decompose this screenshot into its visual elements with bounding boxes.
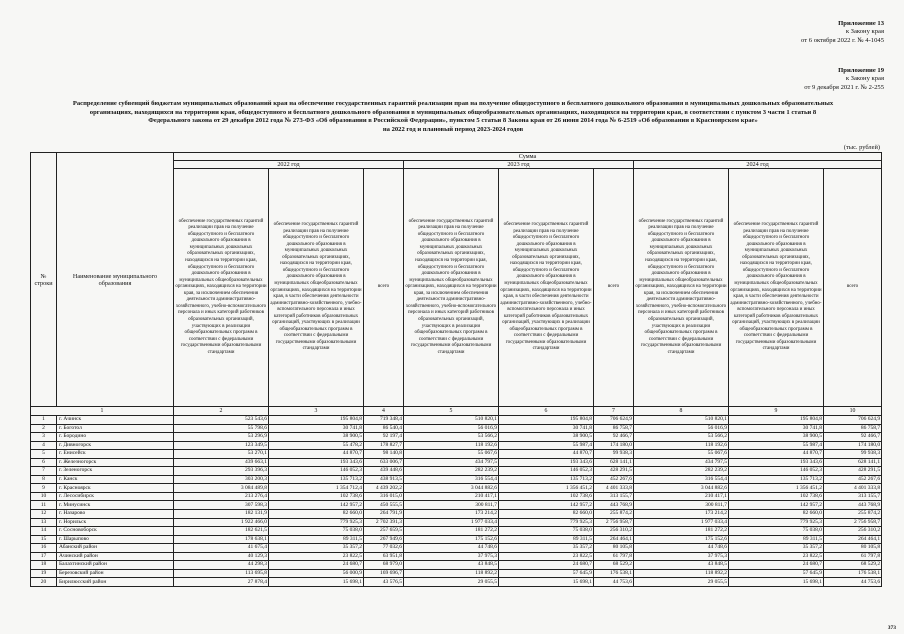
col-header-main-staff: обеспечение государственных гарантий реализации прав на получение общедоступного и бесплатного дошкольного образования в муниципальных дошкольных образовательных организациях, находящихся на территории края, общедоступного и бесплатного дошкольного образования в муниципальных общеобразовательных организациях, находящихся на территории края, за исключением обеспечения деятельности административно-хозяйственного, учебно-вспомогательного персонала и иных категорий работников образовательных организаций, участвующих в реализации общеобразовательных программ в соответствии с федеральными государственными образовательными стандартами bbox=[404, 169, 499, 407]
appendix-law-date: от 6 октября 2022 г. № 4-1045 bbox=[801, 36, 884, 44]
municipality-name-cell: г. Красноярск bbox=[57, 484, 174, 493]
column-number-row bbox=[31, 407, 882, 416]
col-number: 8 bbox=[634, 407, 729, 416]
amount-cell: 173 214,2 bbox=[634, 510, 729, 519]
amount-cell: 30 741,8 bbox=[499, 424, 594, 433]
amount-cell: 719 348,4 bbox=[364, 416, 404, 425]
amount-cell: 55 478,2 bbox=[269, 441, 364, 450]
amount-cell: 2 756 958,7 bbox=[594, 518, 634, 527]
amount-cell: 193 343,6 bbox=[269, 458, 364, 467]
amount-cell: 68 529,2 bbox=[824, 561, 882, 570]
amount-cell: 53 566,2 bbox=[404, 433, 499, 442]
amount-cell: 434 797,5 bbox=[404, 458, 499, 467]
amount-cell: 57 645,9 bbox=[499, 569, 594, 578]
col-number: 6 bbox=[499, 407, 594, 416]
amount-cell: 146 052,3 bbox=[729, 467, 824, 476]
amount-cell: 44 753,6 bbox=[824, 578, 882, 587]
municipality-name-cell: г. Енисейск bbox=[57, 450, 174, 459]
municipality-name-cell: Бирилюсский район bbox=[57, 578, 174, 587]
municipality-name-cell: Ачинский район bbox=[57, 552, 174, 561]
amount-cell: 4 401 333,8 bbox=[594, 484, 634, 493]
amount-cell: 300 811,7 bbox=[634, 501, 729, 510]
amount-cell: 210 417,1 bbox=[404, 492, 499, 501]
amount-cell: 118 192,6 bbox=[634, 441, 729, 450]
amount-cell: 438 913,5 bbox=[364, 475, 404, 484]
amount-cell: 43 848,5 bbox=[634, 561, 729, 570]
municipality-name-cell: Березовский район bbox=[57, 569, 174, 578]
amount-cell: 146 052,3 bbox=[269, 467, 364, 476]
col-header-support-staff: обеспечение государственных гарантий реализации прав на получение общедоступного и бесплатного дошкольного образования в муниципальных дошкольных образовательных организациях, находящихся на территории края, общедоступного и бесплатного дошкольного образования в муниципальных общеобразовательных организациях, находящихся на территории края, в части обеспечения деятельности административно-хозяйственного, учебно-вспомогательного персонала и иных категорий работников образовательных организаций, участвующих в реализации общеобразовательных программ в соответствии с федеральными государственными образовательными стандартами bbox=[499, 169, 594, 407]
amount-cell: 1 977 033,4 bbox=[404, 518, 499, 527]
col-header-total: всего bbox=[594, 169, 634, 407]
amount-cell: 3 084 489,8 bbox=[174, 484, 269, 493]
amount-cell: 56 016,9 bbox=[634, 424, 729, 433]
row-number-cell: 20 bbox=[31, 578, 57, 587]
year-header-2024: 2024 год bbox=[634, 161, 882, 169]
table-row bbox=[31, 492, 882, 501]
municipality-name-cell: г. Ачинск bbox=[57, 416, 174, 425]
amount-cell: 450 555,5 bbox=[364, 501, 404, 510]
amount-cell: 452 267,6 bbox=[594, 475, 634, 484]
table-row bbox=[31, 535, 882, 544]
amount-cell: 256 310,2 bbox=[594, 527, 634, 536]
amount-cell: 1 356 451,2 bbox=[729, 484, 824, 493]
amount-cell: 779 925,3 bbox=[729, 518, 824, 527]
municipality-name-cell: г. Назарово bbox=[57, 510, 174, 519]
amount-cell: 80 105,8 bbox=[594, 544, 634, 553]
table-row bbox=[31, 510, 882, 519]
amount-cell: 257 659,5 bbox=[364, 527, 404, 536]
col-header-main-staff: обеспечение государственных гарантий реализации прав на получение общедоступного и бесплатного дошкольного образования в муниципальных дошкольных образовательных организациях, находящихся на территории края, общедоступного и бесплатного дошкольного образования в муниципальных общеобразовательных организациях, находящихся на территории края, за исключением обеспечения деятельности административно-хозяйственного, учебно-вспомогательного персонала и иных категорий работников образовательных организаций, участвующих в реализации общеобразовательных программ в соответствии с федеральными государственными образовательными стандартами bbox=[174, 169, 269, 407]
amount-cell: 99 938,3 bbox=[594, 450, 634, 459]
row-number-cell: 5 bbox=[31, 450, 57, 459]
page-number: 373 bbox=[887, 625, 896, 631]
amount-cell: 86 758,7 bbox=[824, 424, 882, 433]
title-line: на 2022 год и плановый период 2023-2024 годов bbox=[382, 125, 524, 133]
amount-cell: 56 000,9 bbox=[269, 569, 364, 578]
amount-cell: 146 052,3 bbox=[499, 467, 594, 476]
municipality-name-cell: г. Боготол bbox=[57, 424, 174, 433]
municipality-name-cell: г. Бородино bbox=[57, 433, 174, 442]
table-row bbox=[31, 467, 882, 476]
amount-cell: 510 820,1 bbox=[404, 416, 499, 425]
amount-cell: 40 129,3 bbox=[174, 552, 269, 561]
col-number: 3 bbox=[269, 407, 364, 416]
amount-cell: 57 645,9 bbox=[729, 569, 824, 578]
row-number-cell: 10 bbox=[31, 492, 57, 501]
amount-cell: 44 748,6 bbox=[634, 544, 729, 553]
amount-cell: 118 892,2 bbox=[404, 569, 499, 578]
amount-cell: 55 067,6 bbox=[634, 450, 729, 459]
col-header-total: всего bbox=[364, 169, 404, 407]
amount-cell: 89 311,5 bbox=[499, 535, 594, 544]
amount-cell: 68 529,2 bbox=[594, 561, 634, 570]
amount-cell: 2 702 391,3 bbox=[364, 518, 404, 527]
year-header-2022: 2022 год bbox=[174, 161, 404, 169]
amount-cell: 175 152,6 bbox=[634, 535, 729, 544]
row-number-cell: 15 bbox=[31, 535, 57, 544]
amount-cell: 44 870,7 bbox=[269, 450, 364, 459]
table-row bbox=[31, 569, 882, 578]
amount-cell: 44 870,7 bbox=[729, 450, 824, 459]
row-number-cell: 19 bbox=[31, 569, 57, 578]
amount-cell: 195 804,8 bbox=[499, 416, 594, 425]
municipality-name-cell: г. Лесосибирск bbox=[57, 492, 174, 501]
municipality-name-cell: г. Зеленогорск bbox=[57, 467, 174, 476]
amount-cell: 173 214,2 bbox=[404, 510, 499, 519]
amount-cell: 178 638,1 bbox=[174, 535, 269, 544]
table-row bbox=[31, 527, 882, 536]
amount-cell: 123 349,5 bbox=[174, 441, 269, 450]
amount-cell: 23 822,5 bbox=[269, 552, 364, 561]
amount-cell: 113 695,8 bbox=[174, 569, 269, 578]
table-row bbox=[31, 433, 882, 442]
amount-cell: 256 310,2 bbox=[824, 527, 882, 536]
table-row bbox=[31, 475, 882, 484]
amount-cell: 24 680,7 bbox=[729, 561, 824, 570]
amount-cell: 102 738,6 bbox=[499, 492, 594, 501]
row-number-cell: 17 bbox=[31, 552, 57, 561]
table-row bbox=[31, 416, 882, 425]
table-row bbox=[31, 578, 882, 587]
amount-cell: 44 753,6 bbox=[594, 578, 634, 587]
table-row bbox=[31, 561, 882, 570]
row-number-cell: 4 bbox=[31, 441, 57, 450]
amount-cell: 24 680,7 bbox=[499, 561, 594, 570]
amount-cell: 43 848,5 bbox=[404, 561, 499, 570]
amount-cell: 61 797,8 bbox=[824, 552, 882, 561]
amount-cell: 82 660,0 bbox=[499, 510, 594, 519]
amount-cell: 443 768,9 bbox=[824, 501, 882, 510]
amount-cell: 443 768,9 bbox=[594, 501, 634, 510]
amount-cell: 38 900,5 bbox=[729, 433, 824, 442]
municipality-name-cell: г. Шарыпово bbox=[57, 535, 174, 544]
amount-cell: 628 141,1 bbox=[824, 458, 882, 467]
amount-cell: 68 979,0 bbox=[364, 561, 404, 570]
title-line: Федерального закона от 29 декабря 2012 года № 273-ФЗ «Об образовании в Российской Федерации», пунктом 5 статьи 8 Закона края от 26 июня 2014 года № 6-2519 «Об образовании в Красноярском крае» bbox=[148, 117, 758, 125]
amount-cell: 3 044 882,6 bbox=[404, 484, 499, 493]
amount-cell: 142 957,2 bbox=[729, 501, 824, 510]
amount-cell: 44 870,7 bbox=[499, 450, 594, 459]
amount-cell: 193 343,6 bbox=[499, 458, 594, 467]
amount-cell: 633 006,7 bbox=[364, 458, 404, 467]
amount-cell: 1 922 466,0 bbox=[174, 518, 269, 527]
col-number: 5 bbox=[404, 407, 499, 416]
amount-cell: 175 152,6 bbox=[404, 535, 499, 544]
amount-cell: 176 538,1 bbox=[824, 569, 882, 578]
amount-cell: 53 270,1 bbox=[174, 450, 269, 459]
amount-cell: 56 016,9 bbox=[404, 424, 499, 433]
col-number: 4 bbox=[364, 407, 404, 416]
amount-cell: 523 543,6 bbox=[174, 416, 269, 425]
amount-cell: 92 197,4 bbox=[364, 433, 404, 442]
col-number: 1 bbox=[31, 407, 174, 416]
amount-cell: 98 140,8 bbox=[364, 450, 404, 459]
amount-cell: 174 180,0 bbox=[594, 441, 634, 450]
municipality-name-cell: г. Минусинск bbox=[57, 501, 174, 510]
amount-cell: 118 892,2 bbox=[634, 569, 729, 578]
amount-cell: 313 155,7 bbox=[594, 492, 634, 501]
appendix-law-date: от 9 декабря 2021 г. № 2-255 bbox=[804, 83, 884, 91]
amount-cell: 55 798,6 bbox=[174, 424, 269, 433]
col-header-support-staff: обеспечение государственных гарантий реализации прав на получение общедоступного и бесплатного дошкольного образования в муниципальных дошкольных образовательных организациях, находящихся на территории края, общедоступного и бесплатного дошкольного образования в муниципальных общеобразовательных организациях, находящихся на территории края, в части обеспечения деятельности административно-хозяйственного, учебно-вспомогательного персонала и иных категорий работников образовательных организаций, участвующих в реализации общеобразовательных программ в соответствии с федеральными государственными образовательными стандартами bbox=[729, 169, 824, 407]
units-label: (тыс. рублей) bbox=[843, 144, 880, 151]
amount-cell: 23 822,5 bbox=[499, 552, 594, 561]
amount-cell: 182 131,9 bbox=[174, 510, 269, 519]
amount-cell: 2 756 958,7 bbox=[824, 518, 882, 527]
appendix-number: Приложение 13 bbox=[838, 20, 884, 27]
municipality-name-cell: г. Сосновоборск bbox=[57, 527, 174, 536]
amount-cell: 35 357,2 bbox=[269, 544, 364, 553]
table-body bbox=[31, 416, 882, 587]
row-number-cell: 2 bbox=[31, 424, 57, 433]
amount-cell: 35 357,2 bbox=[729, 544, 824, 553]
municipality-name-cell: г. Дивногорск bbox=[57, 441, 174, 450]
row-number-cell: 3 bbox=[31, 433, 57, 442]
amount-cell: 307 598,3 bbox=[174, 501, 269, 510]
row-number-cell: 1 bbox=[31, 416, 57, 425]
amount-cell: 63 951,8 bbox=[364, 552, 404, 561]
amount-cell: 53 296,9 bbox=[174, 433, 269, 442]
amount-cell: 293 396,3 bbox=[174, 467, 269, 476]
amount-cell: 428 291,5 bbox=[824, 467, 882, 476]
appendix-header-current bbox=[801, 20, 884, 45]
amount-cell: 37 975,3 bbox=[404, 552, 499, 561]
amount-cell: 38 900,5 bbox=[269, 433, 364, 442]
amount-cell: 706 624,9 bbox=[824, 416, 882, 425]
amount-cell: 41 675,4 bbox=[174, 544, 269, 553]
municipality-name-cell: Балахтинский район bbox=[57, 561, 174, 570]
amount-cell: 135 713,2 bbox=[499, 475, 594, 484]
amount-cell: 1 977 033,4 bbox=[634, 518, 729, 527]
table-row bbox=[31, 424, 882, 433]
table-row bbox=[31, 518, 882, 527]
col-number: 7 bbox=[594, 407, 634, 416]
col-header-name: Наименование муниципального образования bbox=[57, 153, 174, 407]
amount-cell: 43 576,5 bbox=[364, 578, 404, 587]
amount-cell: 195 804,8 bbox=[729, 416, 824, 425]
amount-cell: 75 038,0 bbox=[499, 527, 594, 536]
col-number: 10 bbox=[824, 407, 882, 416]
amount-cell: 35 357,2 bbox=[499, 544, 594, 553]
amount-cell: 706 624,9 bbox=[594, 416, 634, 425]
amount-cell: 316 015,0 bbox=[364, 492, 404, 501]
amount-cell: 628 141,1 bbox=[594, 458, 634, 467]
amount-cell: 1 356 451,2 bbox=[499, 484, 594, 493]
amount-cell: 195 804,8 bbox=[269, 416, 364, 425]
row-number-cell: 11 bbox=[31, 501, 57, 510]
amount-cell: 82 660,0 bbox=[729, 510, 824, 519]
title-line: организациях, находящихся на территории края, общедоступного и бесплатного дошкольного образования в муниципальных общеобразовательных организациях, находящихся на территории края, в соответствии с пунктом 3 части 1 статьи 8 bbox=[89, 108, 817, 116]
amount-cell: 316 554,4 bbox=[634, 475, 729, 484]
table-row bbox=[31, 544, 882, 553]
row-number-cell: 9 bbox=[31, 484, 57, 493]
amount-cell: 44 298,3 bbox=[174, 561, 269, 570]
amount-cell: 300 811,7 bbox=[404, 501, 499, 510]
amount-cell: 27 878,4 bbox=[174, 578, 269, 587]
amount-cell: 92 466,7 bbox=[594, 433, 634, 442]
amount-cell: 3 044 882,6 bbox=[634, 484, 729, 493]
amount-cell: 267 949,6 bbox=[364, 535, 404, 544]
amount-cell: 29 055,5 bbox=[404, 578, 499, 587]
amount-cell: 4 401 333,8 bbox=[824, 484, 882, 493]
amount-cell: 176 538,1 bbox=[594, 569, 634, 578]
amount-cell: 303 200,3 bbox=[174, 475, 269, 484]
document-title bbox=[28, 100, 878, 134]
amount-cell: 82 660,0 bbox=[269, 510, 364, 519]
amount-cell: 24 680,7 bbox=[269, 561, 364, 570]
amount-cell: 282 239,2 bbox=[404, 467, 499, 476]
amount-cell: 135 713,2 bbox=[729, 475, 824, 484]
amount-cell: 135 713,2 bbox=[269, 475, 364, 484]
col-header-total: всего bbox=[824, 169, 882, 407]
amount-cell: 255 874,2 bbox=[824, 510, 882, 519]
amount-cell: 80 105,8 bbox=[824, 544, 882, 553]
amount-cell: 99 938,3 bbox=[824, 450, 882, 459]
amount-cell: 118 192,6 bbox=[404, 441, 499, 450]
amount-cell: 255 874,2 bbox=[594, 510, 634, 519]
appendix-law-ref: к Закону края bbox=[845, 28, 884, 36]
amount-cell: 15 698,1 bbox=[269, 578, 364, 587]
amount-cell: 55 987,4 bbox=[499, 441, 594, 450]
amount-cell: 23 822,5 bbox=[729, 552, 824, 561]
amount-cell: 102 738,6 bbox=[729, 492, 824, 501]
amount-cell: 75 038,0 bbox=[729, 527, 824, 536]
amount-cell: 181 272,2 bbox=[634, 527, 729, 536]
amount-cell: 452 267,6 bbox=[824, 475, 882, 484]
amount-cell: 15 698,1 bbox=[499, 578, 594, 587]
appendix-header-original bbox=[804, 67, 884, 92]
title-line: Распределение субвенций бюджетам муниципальных образований края на обеспечение государственных гарантий реализации прав на получение общедоступного и бесплатного дошкольного образования в муниципальных дошкольных образовательных bbox=[72, 100, 834, 107]
amount-cell: 439 448,6 bbox=[364, 467, 404, 476]
amount-cell: 434 797,5 bbox=[634, 458, 729, 467]
amount-cell: 1 354 712,4 bbox=[269, 484, 364, 493]
amount-cell: 264 464,1 bbox=[824, 535, 882, 544]
row-number-cell: 12 bbox=[31, 510, 57, 519]
amount-cell: 428 291,5 bbox=[594, 467, 634, 476]
municipality-name-cell: г. Железногорск bbox=[57, 458, 174, 467]
amount-cell: 779 925,3 bbox=[499, 518, 594, 527]
year-header-2023: 2023 год bbox=[404, 161, 634, 169]
row-number-cell: 6 bbox=[31, 458, 57, 467]
col-number: 9 bbox=[729, 407, 824, 416]
amount-cell: 181 272,2 bbox=[404, 527, 499, 536]
amount-cell: 86 758,7 bbox=[594, 424, 634, 433]
amount-cell: 193 343,6 bbox=[729, 458, 824, 467]
row-number-cell: 13 bbox=[31, 518, 57, 527]
col-header-number: № строки bbox=[31, 153, 57, 407]
table-row bbox=[31, 501, 882, 510]
amount-cell: 77 032,6 bbox=[364, 544, 404, 553]
subsidy-table bbox=[30, 152, 882, 587]
amount-cell: 178 827,7 bbox=[364, 441, 404, 450]
amount-cell: 174 180,0 bbox=[824, 441, 882, 450]
amount-cell: 61 797,8 bbox=[594, 552, 634, 561]
amount-cell: 316 554,4 bbox=[404, 475, 499, 484]
row-number-cell: 16 bbox=[31, 544, 57, 553]
col-number: 2 bbox=[174, 407, 269, 416]
amount-cell: 264 464,1 bbox=[594, 535, 634, 544]
amount-cell: 102 738,6 bbox=[269, 492, 364, 501]
amount-cell: 89 311,5 bbox=[269, 535, 364, 544]
amount-cell: 38 900,5 bbox=[499, 433, 594, 442]
amount-cell: 142 957,2 bbox=[269, 501, 364, 510]
amount-cell: 75 038,0 bbox=[269, 527, 364, 536]
row-number-cell: 8 bbox=[31, 475, 57, 484]
amount-cell: 44 748,6 bbox=[404, 544, 499, 553]
amount-cell: 439 663,1 bbox=[174, 458, 269, 467]
amount-cell: 779 925,3 bbox=[269, 518, 364, 527]
amount-cell: 142 957,2 bbox=[499, 501, 594, 510]
table-row bbox=[31, 441, 882, 450]
table-row bbox=[31, 450, 882, 459]
amount-cell: 313 155,7 bbox=[824, 492, 882, 501]
appendix-law-ref: к Закону края bbox=[845, 75, 884, 83]
amount-cell: 4 439 202,2 bbox=[364, 484, 404, 493]
municipality-name-cell: г. Норильск bbox=[57, 518, 174, 527]
table-row bbox=[31, 484, 882, 493]
amount-cell: 55 067,6 bbox=[404, 450, 499, 459]
amount-cell: 282 239,2 bbox=[634, 467, 729, 476]
amount-cell: 510 820,1 bbox=[634, 416, 729, 425]
amount-cell: 53 566,2 bbox=[634, 433, 729, 442]
col-header-support-staff: обеспечение государственных гарантий реализации прав на получение общедоступного и бесплатного дошкольного образования в муниципальных дошкольных образовательных организациях, находящихся на территории края, общедоступного и бесплатного дошкольного образования в муниципальных общеобразовательных организациях, находящихся на территории края, в части обеспечения деятельности административно-хозяйственного, учебно-вспомогательного персонала и иных категорий работников образовательных организаций, участвующих в реализации общеобразовательных программ в соответствии с федеральными государственными образовательными стандартами bbox=[269, 169, 364, 407]
row-number-cell: 14 bbox=[31, 527, 57, 536]
amount-cell: 169 696,7 bbox=[364, 569, 404, 578]
amount-cell: 92 466,7 bbox=[824, 433, 882, 442]
amount-cell: 182 621,5 bbox=[174, 527, 269, 536]
col-header-sum: Сумма bbox=[174, 153, 882, 161]
municipality-name-cell: г. Канск bbox=[57, 475, 174, 484]
amount-cell: 210 417,1 bbox=[634, 492, 729, 501]
amount-cell: 30 741,8 bbox=[729, 424, 824, 433]
amount-cell: 30 741,8 bbox=[269, 424, 364, 433]
amount-cell: 55 987,4 bbox=[729, 441, 824, 450]
amount-cell: 264 791,9 bbox=[364, 510, 404, 519]
col-header-main-staff: обеспечение государственных гарантий реализации прав на получение общедоступного и бесплатного дошкольного образования в муниципальных дошкольных образовательных организациях, находящихся на территории края, общедоступного и бесплатного дошкольного образования в муниципальных общеобразовательных организациях, находящихся на территории края, за исключением обеспечения деятельности административно-хозяйственного, учебно-вспомогательного персонала и иных категорий работников образовательных организаций, участвующих в реализации общеобразовательных программ в соответствии с федеральными государственными образовательными стандартами bbox=[634, 169, 729, 407]
amount-cell: 37 975,3 bbox=[634, 552, 729, 561]
municipality-name-cell: Абанский район bbox=[57, 544, 174, 553]
appendix-number: Приложение 19 bbox=[838, 67, 884, 74]
amount-cell: 29 055,5 bbox=[634, 578, 729, 587]
amount-cell: 89 311,5 bbox=[729, 535, 824, 544]
amount-cell: 86 540,4 bbox=[364, 424, 404, 433]
row-number-cell: 18 bbox=[31, 561, 57, 570]
amount-cell: 15 698,1 bbox=[729, 578, 824, 587]
row-number-cell: 7 bbox=[31, 467, 57, 476]
table-row bbox=[31, 552, 882, 561]
amount-cell: 213 276,4 bbox=[174, 492, 269, 501]
table-row bbox=[31, 458, 882, 467]
